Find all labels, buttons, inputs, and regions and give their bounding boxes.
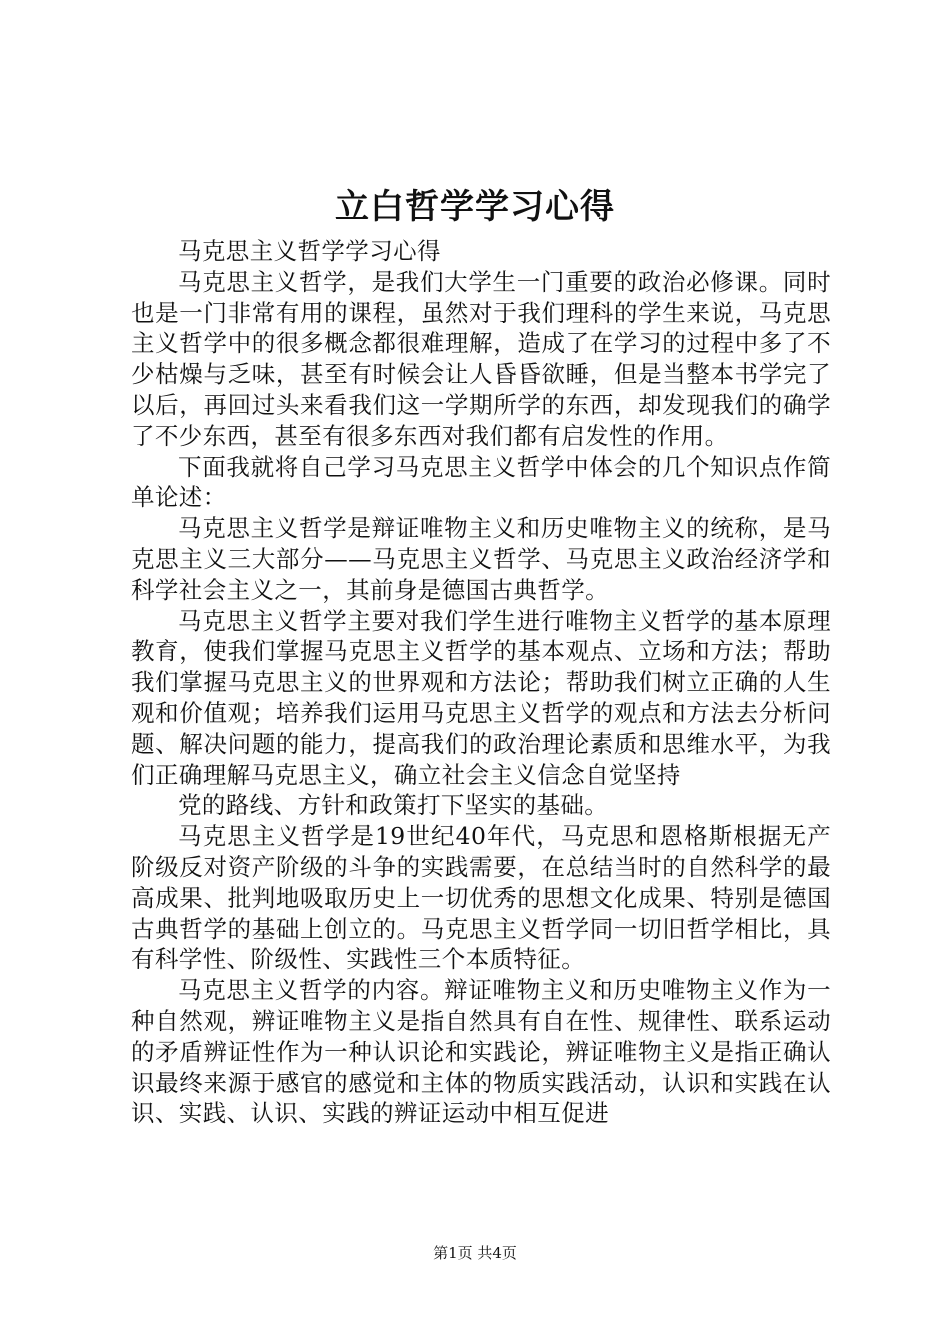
- paragraph: 马克思主义哲学是辩证唯物主义和历史唯物主义的统称，是马克思主义三大部分——马克思主义哲学、马克思主义政治经济学和科学社会主义之一，其前身是德国古典哲学。: [131, 514, 831, 604]
- paragraph: 马克思主义哲学主要对我们学生进行唯物主义哲学的基本原理教育，使我们掌握马克思主义哲学的基本观点、立场和方法；帮助我们掌握马克思主义的世界观和方法论；帮助我们树立正确的人生观和价值观；培养我们运用马克思主义哲学的观点和方法去分析问题、解决问题的能力，提高我们的政治理论素质和思维水平，为我们正确理解马克思主义，确立社会主义信念自觉坚持: [131, 606, 831, 789]
- paragraph: 马克思主义哲学是19世纪40年代，马克思和恩格斯根据无产阶级反对资产阶级的斗争的实践需要，在总结当时的自然科学的最高成果、批判地吸取历史上一切优秀的思想文化成果、特别是德国古典哲学的基础上创立的。马克思主义哲学同一切旧哲学相比，具有科学性、阶级性、实践性三个本质特征。: [131, 822, 831, 974]
- paragraph: 下面我就将自己学习马克思主义哲学中体会的几个知识点作简单论述：: [131, 452, 831, 512]
- paragraph: 马克思主义哲学，是我们大学生一门重要的政治必修课。同时也是一门非常有用的课程，虽然对于我们理科的学生来说，马克思主义哲学中的很多概念都很难理解，造成了在学习的过程中多了不少枯燥与乏味，甚至有时候会让人昏昏欲睡，但是当整本书学完了以后，再回过头来看我们这一学期所学的东西，却发现我们的确学了不少东西，甚至有很多东西对我们都有启发性的作用。: [131, 267, 831, 450]
- document-body: [131, 236, 831, 1129]
- paragraph: 党的路线、方针和政策打下坚实的基础。: [178, 791, 609, 820]
- document-title: 立白哲学学习心得: [335, 187, 615, 227]
- page-footer: 第1页 共4页: [433, 1244, 517, 1262]
- paragraph: 马克思主义哲学学习心得: [178, 237, 441, 265]
- paragraph: 马克思主义哲学的内容。辩证唯物主义和历史唯物主义作为一种自然观，辨证唯物主义是指自然具有自在性、规律性、联系运动的矛盾辨证性作为一种认识论和实践论，辨证唯物主义是指正确认识最终来源于感官的感觉和主体的物质实践活动，认识和实践在认识、实践、认识、实践的辨证运动中相互促进: [131, 976, 831, 1128]
